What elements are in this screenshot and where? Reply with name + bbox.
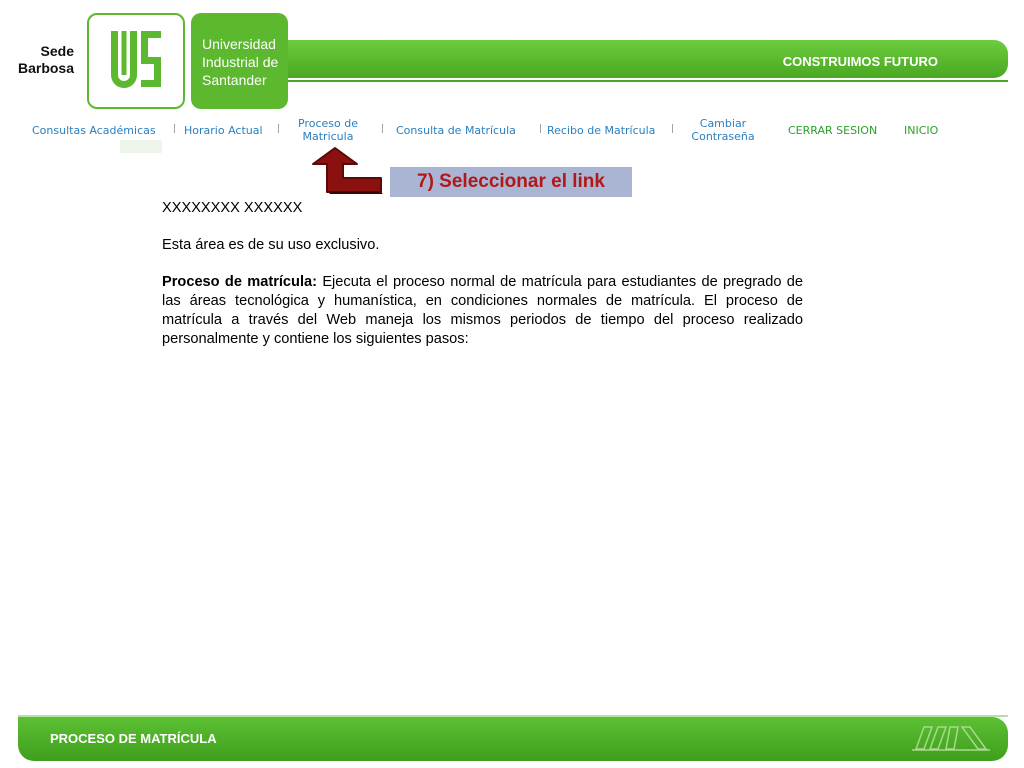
nav-separator: |	[381, 124, 385, 134]
uis-outline-logo-icon	[910, 723, 992, 753]
nav-horario-actual[interactable]: Horario Actual	[184, 124, 263, 137]
nav-separator: |	[277, 124, 281, 134]
sede-line-1: Sede	[40, 43, 74, 59]
nav-separator: |	[671, 124, 675, 134]
student-name: XXXXXXXX XXXXXX	[162, 200, 303, 216]
nav-proceso-line-1: Proceso de	[298, 117, 358, 130]
university-name-line-3: Santander	[202, 72, 267, 88]
nav-inicio[interactable]: INICIO	[904, 124, 939, 137]
nav-separator: |	[539, 124, 543, 134]
footer-bar	[18, 717, 1008, 761]
nav-cambiar-line-1: Cambiar	[699, 117, 747, 130]
main-content	[162, 199, 803, 367]
university-name	[191, 13, 288, 109]
instruction-callout: 7) Seleccionar el link	[390, 167, 632, 197]
process-heading: Proceso de matrícula:	[162, 274, 317, 290]
nav-cerrar-sesion[interactable]: CERRAR SESION	[788, 124, 878, 137]
process-text: Ejecuta el proceso normal de matrícula para estudiantes de pregrado de las áreas tecnológica y humanística, en condiciones normales de matrícula. El proceso de matrícula a través del Web maneja los mismos periodos de tiempo del proceso realizado personalmente y contiene los siguientes pasos:	[162, 274, 803, 347]
exclusive-notice: Esta área es de su uso exclusivo.	[162, 237, 380, 253]
sede-label	[8, 43, 74, 77]
nav-recibo-de-matricula[interactable]: Recibo de Matrícula	[547, 124, 656, 137]
nav-proceso-line-2: Matricula	[302, 130, 354, 143]
nav-consulta-de-matricula[interactable]: Consulta de Matrícula	[396, 124, 516, 137]
sede-line-2: Barbosa	[17, 60, 74, 76]
nav-cambiar-line-2: Contraseña	[691, 130, 755, 143]
process-description	[162, 273, 803, 349]
university-name-line-2: Industrial de	[202, 54, 279, 70]
header-bar	[288, 40, 1008, 78]
nav-separator: |	[173, 124, 177, 134]
uis-logo-mark-icon	[107, 27, 165, 97]
uis-logo	[87, 13, 185, 109]
footer-title: PROCESO DE MATRÍCULA	[50, 731, 217, 746]
header-divider	[288, 80, 1008, 82]
nav-consultas-academicas[interactable]: Consultas Académicas	[32, 124, 156, 137]
slogan: CONSTRUIMOS FUTURO	[782, 54, 938, 69]
arrow-up-left-icon	[311, 146, 385, 196]
nav-proceso-de-matricula[interactable]	[292, 117, 364, 143]
university-name-line-1: Universidad	[202, 36, 276, 52]
main-nav	[0, 112, 1024, 152]
nav-cambiar-contrasena[interactable]	[684, 117, 762, 143]
